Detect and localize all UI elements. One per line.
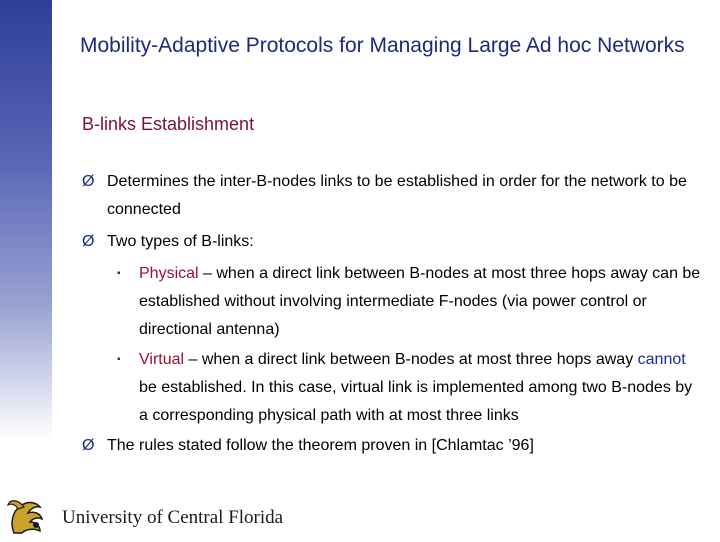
bullet-text: The rules stated follow the theorem proven in [Chlamtac ’96] (107, 437, 534, 454)
square-bullet-icon: ▪ (117, 354, 121, 365)
square-bullet-icon: ▪ (117, 268, 121, 279)
bullet-text: Two types of B-links: (107, 233, 254, 250)
footer-logo (6, 493, 326, 537)
bullet-item (82, 168, 702, 224)
slide-title: Mobility-Adaptive Protocols for Managing Large Ad hoc Networks (80, 34, 685, 57)
sub-bullet-text: – when a direct link between B-nodes at most three hops away can be established without involving intermediate F-nodes (via power control or directional antenna) (139, 265, 701, 338)
sub-bullet-text: – when a direct link between B-nodes at most three hops away (184, 351, 638, 368)
arrow-bullet-icon: Ø (82, 437, 95, 454)
sub-bullet-item (82, 260, 702, 344)
sub-bullet-item (82, 346, 702, 430)
university-name: University of Central Florida (62, 507, 284, 528)
emphasis-cannot: cannot (637, 351, 686, 368)
arrow-bullet-icon: Ø (82, 233, 95, 250)
pegasus-logo-icon (6, 493, 56, 537)
bullet-text: Determines the inter-B-nodes links to be established in order for the network to be connected (107, 173, 687, 218)
bullet-item (82, 432, 702, 460)
slide-subtitle: B-links Establishment (82, 114, 255, 134)
term-physical: Physical (139, 265, 199, 282)
bullet-list (82, 168, 702, 464)
bullet-item (82, 228, 702, 256)
sidebar-gradient-bar (0, 0, 52, 440)
term-virtual: Virtual (139, 351, 185, 368)
arrow-bullet-icon: Ø (82, 173, 95, 190)
sub-bullet-text: be established. In this case, virtual link is implemented among two B-nodes by a corresponding physical path with at most three links (139, 379, 693, 424)
